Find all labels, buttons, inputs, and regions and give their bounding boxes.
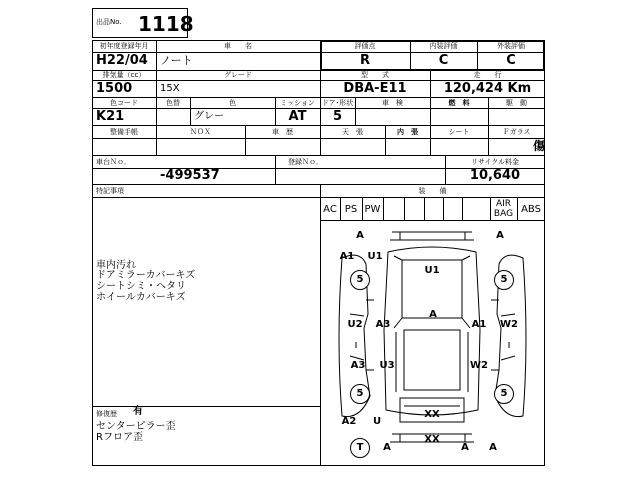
equipment-cell: PS (344, 204, 358, 215)
chassis-value: -499537 (160, 168, 220, 183)
repair-value: 有 (133, 406, 143, 417)
damage-mark: U1 (367, 251, 383, 262)
reg-no-label: 登録Ｎｏ． (288, 158, 323, 166)
seat-label: シート (448, 128, 470, 136)
mission-label: ミッション (280, 99, 315, 107)
damage-mark: U3 (379, 360, 395, 371)
lot-number: 1118 (138, 12, 194, 36)
damage-mark: A (496, 230, 504, 241)
doors-label: ドア･形状 (321, 99, 354, 107)
capacity-label: 車 検 (382, 99, 403, 107)
score-label: 評価点 (354, 42, 376, 50)
damage-mark: A3 (375, 319, 391, 330)
damage-mark: U1 (424, 265, 440, 276)
sunroof-label: 天 張 (342, 128, 363, 136)
damage-mark-circle: 5 (494, 270, 514, 290)
remarks-line: ホイールカバーキズ (96, 292, 186, 303)
displacement-label: 排気量（cc） (102, 71, 146, 79)
doors-value: 5 (332, 109, 343, 124)
damage-mark-circle: T (350, 438, 370, 458)
color-code-label: 色コード (110, 99, 138, 107)
year-value: H22/04 (96, 53, 148, 68)
interior-value: C (438, 53, 449, 68)
damage-mark: U (372, 416, 382, 427)
damage-mark: XX (424, 409, 440, 420)
interior-sheet-label: 内 張 (397, 128, 418, 136)
equipment-cell: ABS (521, 204, 541, 215)
damage-mark: A (383, 442, 391, 453)
grade-label: グレード (224, 71, 252, 79)
equipment-cell: PW (364, 204, 381, 215)
damage-mark: A1 (471, 319, 487, 330)
mileage-value: 120,424 Km (443, 81, 532, 96)
model-label: 型 式 (361, 71, 389, 79)
damage-mark-circle: 5 (350, 270, 370, 290)
color-value: グレー (194, 111, 224, 122)
remarks-line: 車内汚れ (96, 260, 136, 271)
recycle-label: リサイクル料金 (470, 158, 520, 166)
color-label: 色 (229, 99, 236, 107)
damage-mark: XX (424, 434, 440, 445)
damage-mark: A (489, 442, 497, 453)
remarks-label: 特記事項 (96, 187, 124, 195)
history-label: 車 歴 (272, 128, 293, 136)
color-code-value: K21 (96, 109, 125, 124)
maintenance-label: 整備手帳 (110, 128, 138, 136)
lot-label: 出品No. (96, 18, 122, 26)
damage-mark: U2 (347, 319, 363, 330)
damage-mark: A (356, 230, 364, 241)
mission-value: AT (288, 109, 307, 124)
equipment-cell: AIR BAG (493, 199, 514, 219)
equipment-cell: AC (323, 204, 337, 215)
drive-label: 駆 動 (506, 99, 527, 107)
year-label: 初年度登録年月 (99, 42, 149, 50)
score-value: R (359, 53, 370, 68)
repair-label: 修復歴 (96, 410, 117, 418)
damage-mark: A (429, 309, 437, 320)
f-glass-value: 傷 (532, 139, 545, 153)
exterior-label: 外装評価 (497, 42, 525, 50)
chassis-label: 車台Ｎｏ． (96, 158, 131, 166)
damage-mark: A1 (339, 251, 355, 262)
damage-mark: A (461, 442, 469, 453)
fuel-label: 燃 料 (448, 99, 470, 107)
damage-mark-circle: 5 (494, 384, 514, 404)
remarks-line: シートシミ・ヘタリ (96, 281, 186, 292)
repair-line: Rフロア歪 (96, 432, 143, 443)
equipment-label: 装 備 (418, 187, 447, 195)
name-label: 車 名 (224, 42, 252, 50)
interior-label: 内装評価 (429, 42, 458, 50)
f-glass-label: Ｆガラス (502, 128, 531, 136)
model-value: DBA-E11 (343, 81, 407, 96)
repair-line: センターピラー歪 (96, 421, 176, 432)
mileage-label: 走 行 (473, 71, 502, 79)
damage-mark: W2 (500, 319, 518, 330)
color-type-label: 色替 (166, 99, 180, 107)
remarks-line: ドアミラーカバーキズ (96, 270, 196, 281)
damage-mark-circle: 5 (350, 384, 370, 404)
damage-mark: A3 (350, 360, 366, 371)
damage-mark: W2 (470, 360, 488, 371)
grade-value: 15X (160, 83, 180, 94)
name-value: ノート (160, 54, 193, 67)
damage-mark: A2 (341, 416, 357, 427)
nox-label: ＮＯＸ (190, 128, 211, 136)
recycle-value: 10,640 (469, 168, 521, 183)
displacement-value: 1500 (96, 81, 133, 96)
exterior-value: C (506, 53, 516, 68)
